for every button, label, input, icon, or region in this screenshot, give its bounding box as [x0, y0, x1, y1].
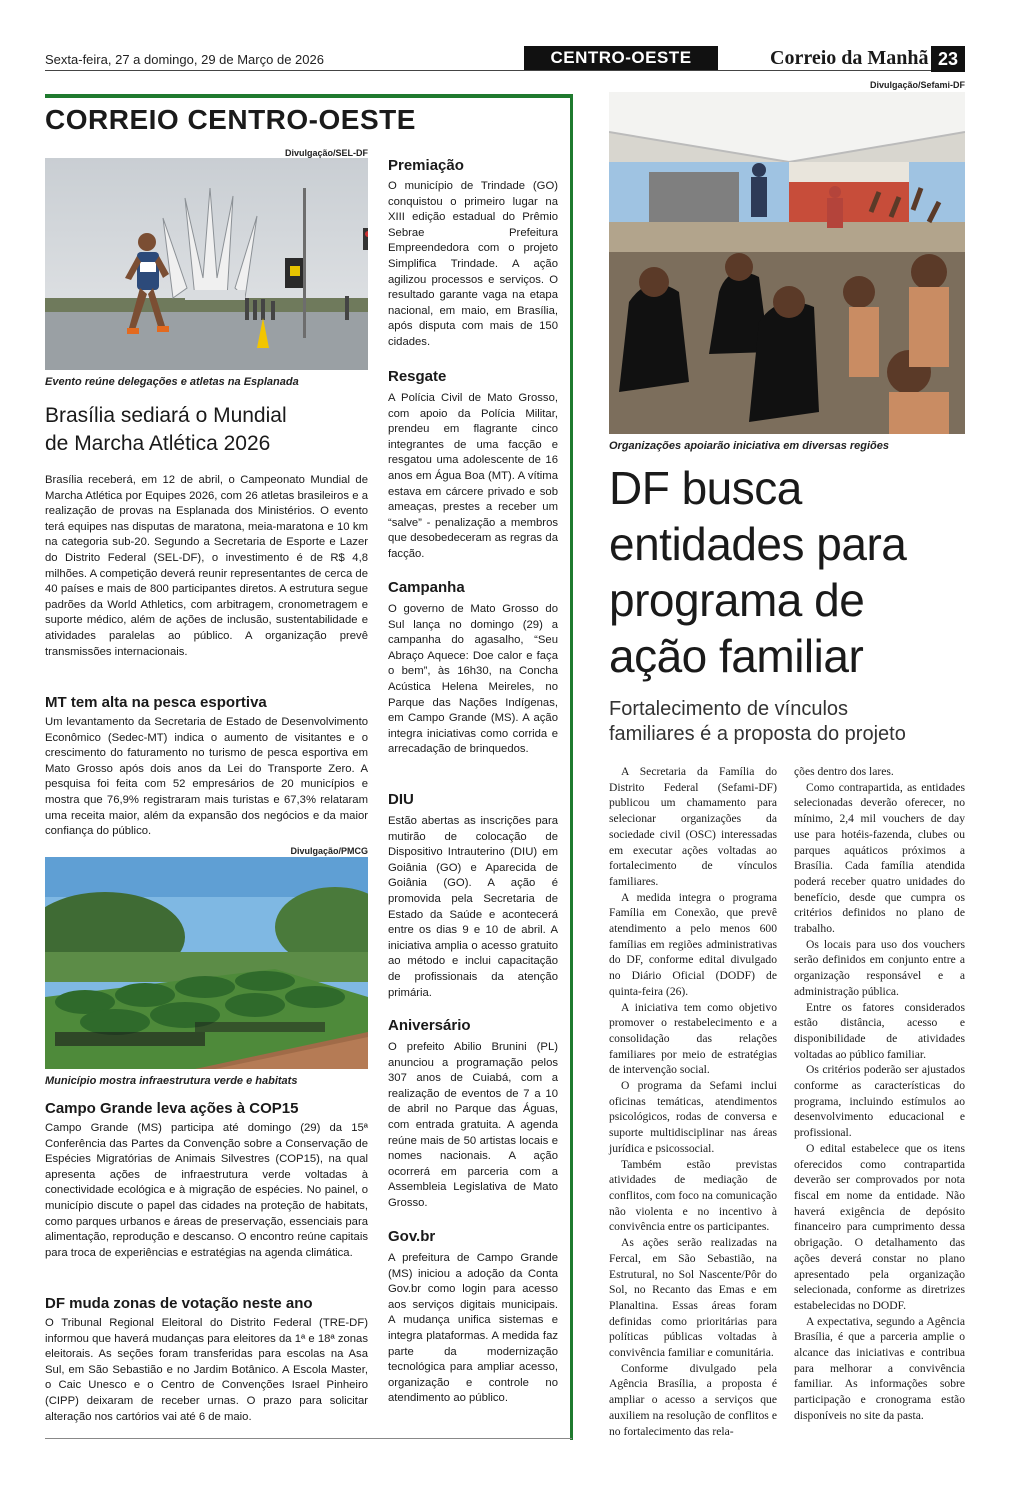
article-paragraph: O edital estabelece que os itens oferecidos como contrapartida deverão ser comprovados por nota fiscal em nome da entidade. Não haverá exigência de depósito financeiro para cumprimento dessa obrigação. O detalhamento das ações deverá constar no plano apresentado pela organização selecionada, conforme as diretrizes estabelecidas no DODF. [794, 1141, 965, 1312]
section-label: CENTRO-OESTE [524, 46, 718, 70]
article-paragraph: A iniciativa tem como objetivo promover o restabelecimento e a consolidação das relações familiares por meio de estratégias de intervenção social. [609, 1000, 777, 1077]
story-title: Campo Grande leva ações à COP15 [45, 1100, 299, 1117]
article-paragraph: Conforme divulgado pela Agência Brasília, a proposta é ampliar o acesso a serviços que auxiliem na resolução de conflitos e no fortalecimento das rela- [609, 1361, 777, 1438]
story-title: DF muda zonas de votação neste ano [45, 1295, 313, 1312]
article-paragraph: As ações serão realizadas na Fercal, em São Sebastião, na Estrutural, no Sol Nascente/Pôr do Sol, no Recanto das Emas e em Planaltina. Essas áreas foram definidas como prioritárias para políticas públicas voltadas à convivência familiar e comunitária. [609, 1236, 777, 1360]
brief-title: DIU [388, 791, 414, 808]
article-paragraph: ções dentro dos lares. [794, 765, 894, 778]
brief-body: A Polícia Civil de Mato Grosso, com apoio da Polícia Militar, prendeu em flagrante cinco integrantes de uma facção e resgatou uma adolescente de 16 anos em Água Boa (MT). A vítima estava em cárcere privado e sob ameaças, prestes a receber um “salve” - penalização a membros que desobedeceram as regras da facção. [388, 392, 558, 560]
headline-line: entidades para [609, 518, 907, 570]
story-title: MT tem alta na pesca esportiva [45, 694, 267, 711]
brief-body: O governo de Mato Grosso do Sul lança no domingo (29) a campanha do agasalho, “Seu Abraço Aquece: Doe calor e faça o bem”, às 16h30, na Concha Acústica Helena Meireles, no Parque das Nações Indígenas, em Campo Grande (MS). A ação integra iniciativas como corrida e arrecadação de brinquedos. [388, 603, 558, 756]
column-side-rule [570, 94, 573, 1440]
story-body: O Tribunal Regional Eleitoral do Distrito Federal (TRE-DF) informou que haverá mudanças para eleitores da 1ª e 18ª zonas eleitorais. As seções foram transferidas para escolas na Asa Sul, em São Sebastião e no Jardim Botânico. A Escola Master, o Caic Unesco e o Centro de Convenções Israel Pinheiro (CIPP) deixaram de receber urnas. O prazo para solicitar alteração nos cartórios vai até 6 de maio. [45, 1317, 368, 1423]
brief-title: Resgate [388, 368, 447, 385]
column-top-rule [45, 94, 572, 98]
photo-credit: Divulgação/Sefami-DF [869, 80, 965, 90]
athlete-photo [45, 158, 368, 370]
article-paragraph: A Secretaria da Família do Distrito Federal (Sefami-DF) publicou um chamamento para selecionar organizações da sociedade civil (OSC) interessadas em executar ações voltadas ao fortalecimento de vínculos familiares. [609, 765, 777, 888]
brief-title: Gov.br [388, 1228, 436, 1245]
brief-body: O prefeito Abilio Brunini (PL) anunciou a programação pelos 307 anos de Cuiabá, com a realização de eventos de 7 a 10 de abril no Parque das Águas, com entrada gratuita. A agenda reúne mais de 50 artistas locais e nomes nacionais. A ação ocorrerá em parceria com a Assembleia Legislativa de Mato Grosso. [388, 1041, 558, 1209]
column-bottom-rule [45, 1438, 572, 1439]
issue-date: Sexta-feira, 27 a domingo, 29 de Março de 2026 [45, 52, 324, 67]
meeting-photo [609, 92, 965, 434]
subheadline-line: familiares é a proposta do projeto [609, 723, 906, 745]
article-column-1 [609, 764, 777, 1439]
brief-title: Premiação [388, 157, 464, 174]
headline-line: de Marcha Atlética 2026 [45, 432, 271, 455]
article-paragraph: Também estão previstas atividades de mediação de conflitos, com foco na comunicação não violenta e no incentivo à convivência entre os participantes. [609, 1157, 777, 1234]
headline-line: ação familiar [609, 630, 864, 682]
article-column-2 [794, 764, 965, 1424]
article-paragraph: Os critérios poderão ser ajustados conforme as características do programa, incluindo estímulos ao desenvolvimento educacional e profissional. [794, 1063, 965, 1140]
story-body: Campo Grande (MS) participa até domingo (29) da 15ª Conferência das Partes da Convenção sobre a Conservação de Espécies Migratórias de Animais Silvestres (COP15), na qual apresenta ações de infraestrutura verde voltadas à conectividade ecológica e à migração de espécies. No painel, o município discute o papel das cidades na proteção de habitats, como parques urbanos e áreas de preservação, essenciais para alimentação, reprodução e descanso. O encontro reúne capitais para troca de experiências e estratégias na agenda climática. [45, 1122, 368, 1259]
photo-caption: Organizações apoiarão iniciativa em diversas regiões [609, 440, 890, 452]
article-paragraph: A medida integra o programa Família em Conexão, que prevê atendimento a pelo menos 600 famílias em regiões administrativas do DF, conforme edital divulgado no Diário Oficial (DODF) de quinta-feira (26). [609, 890, 777, 998]
brief-title: Campanha [388, 579, 465, 596]
story-headline [45, 402, 368, 458]
photo-credit: Divulgação/SEL-DF [284, 148, 368, 158]
header-rule [45, 70, 965, 71]
article-paragraph: O programa da Sefami inclui oficinas temáticas, atendimentos psicológicos, rodas de conversa e suporte multidisciplinar nas áreas jurídica e psicossocial. [609, 1079, 777, 1155]
subheadline [609, 697, 969, 747]
headline-line: programa de [609, 574, 865, 626]
brief-body: A prefeitura de Campo Grande (MS) iniciou a adoção da Conta Gov.br como login para acesso aos serviços digitais municipais. A mudança unifica sistemas e integra plataformas. A medida faz parte da modernização tecnológica para ampliar acesso, organização e controle no atendimento ao público. [388, 1252, 558, 1405]
main-headline [609, 460, 965, 684]
photo-caption: Município mostra infraestrutura verde e habitats [45, 1075, 298, 1087]
headline-line: Brasília sediará o Mundial [45, 404, 287, 427]
page-number: 23 [931, 46, 965, 72]
article-paragraph: A expectativa, segundo a Agência Brasília, é que a parceria amplie o alcance das iniciativas e contribua para melhorar a convivência familiar. As informações sobre participação e cronograma estão disponíveis no site da pasta. [794, 1314, 965, 1422]
article-paragraph: Os locais para uso dos vouchers serão definidos em conjunto entre a organização responsável e a administração pública. [794, 937, 965, 998]
headline-line: DF busca [609, 462, 802, 514]
article-paragraph: Como contrapartida, as entidades selecionadas deverão oferecer, no mínimo, 2,4 mil vouchers de day use para hotéis-fazenda, clubes ou parques aquáticos próximos a Brasília. Cada família atendida poderá receber quatro unidades do benefício, desde que cumpra os critérios definidos no plano de trabalho. [794, 780, 965, 936]
brief-body: O município de Trindade (GO) conquistou o primeiro lugar na XIII edição estadual do Prêmio Sebrae Prefeitura Empreendedora com o projeto Simplifica Trindade. A ação agilizou processos e serviços. O resultado garante vaga na etapa nacional, em maio, em Brasília, após disputa com mais de 150 cidades. [388, 180, 558, 348]
subheadline-line: Fortalecimento de vínculos [609, 698, 849, 720]
brief-title: Aniversário [388, 1017, 471, 1034]
seedlings-photo [45, 857, 368, 1069]
brief-body: Estão abertas as inscrições para mutirão de colocação de Dispositivo Intrauterino (DIU) em Goiânia (GO) e Aparecida de Goiânia (GO). A ação é promovida pela Secretaria de Estado da Saúde e acontecerá entre os dias 9 e 10 de abril. A iniciativa amplia o acesso gratuito ao método e inclui capacitação de profissionais da atenção primária. [388, 815, 558, 999]
column-title: CORREIO CENTRO-OESTE [45, 104, 416, 135]
newspaper-brand: Correio da Manhã [770, 47, 929, 69]
story-body: Brasília receberá, em 12 de abril, o Campeonato Mundial de Marcha Atlética por Equipes 2026, com 26 atletas brasileiros e a realização de provas na Esplanada dos Ministérios. O evento terá equipes nas disputas de maratona, meia-maratona e 10 km na categoria sub-20. Segundo a Secretaria de Esporte e Lazer do Distrito Federal (SEL-DF), o investimento é de R$ 4,8 milhões. A competição deverá reunir representantes de cerca de 40 países e mais de 800 participantes diretos. A estrutura segue padrões da World Athletics, com arbitragem, cronometragem e suporte médico, além de ações de inclusão, sustentabilidade e atividades paralelas ao público. A organização prevê transmissões internacionais. [45, 474, 368, 658]
article-paragraph: Entre os fatores considerados estão distância, acesso e disponibilidade de atividades voltadas ao público familiar. [794, 1000, 965, 1061]
photo-caption: Evento reúne delegações e atletas na Esplanada [45, 376, 299, 388]
story-body: Um levantamento da Secretaria de Estado de Desenvolvimento Econômico (Sedec-MT) indica o aumento de visitantes e o crescimento do faturamento no turismo de pesca esportiva em Mato Grosso após dois anos da Lei do Transporte Zero. A pesquisa foi feita com 52 empresários de 20 municípios e mostra que 76,9% registraram mais turistas e 67,3% relataram uma receita maior, além da expansão dos negócios e da maior confiança do público. [45, 716, 368, 838]
photo-credit: Divulgação/PMCG [290, 846, 368, 856]
